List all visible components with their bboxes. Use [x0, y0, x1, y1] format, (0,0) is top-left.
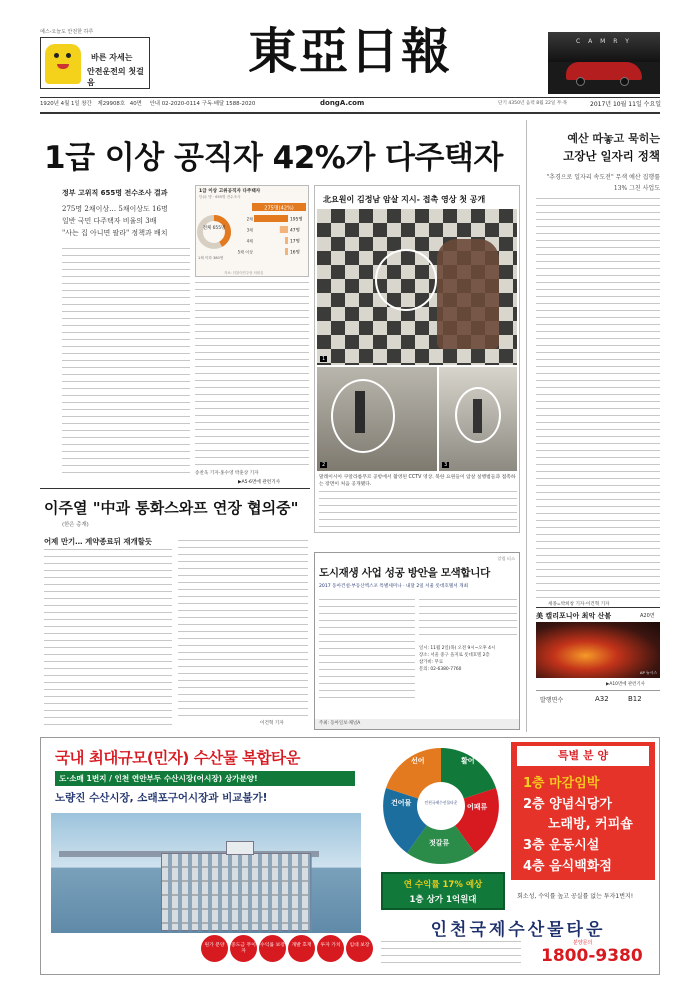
wheel-center-label: 인천국제수산물타운	[424, 800, 458, 805]
bar-2	[280, 226, 288, 233]
lead-body-col-2	[195, 282, 309, 468]
lead-chart-source: 자료: 더불어민주당 의원실	[224, 271, 264, 275]
right-body	[536, 198, 660, 598]
contact-info: 안내 02-2020-0114 구독·배달 1588-2020	[149, 101, 256, 107]
wheel-label-5: 젓갈류	[429, 839, 450, 847]
page-count: 40면	[129, 101, 142, 107]
ad-special-box	[511, 742, 655, 880]
lead-sub-2: 일반 국민 다주택자 비율의 3배	[62, 217, 157, 225]
masthead-rule-top	[40, 97, 660, 98]
north-photo-1[interactable]	[317, 209, 517, 365]
lead-chart-center: 전체 655명	[202, 226, 226, 231]
bar-category-2: 3채	[246, 227, 253, 233]
lead-kicker: 정부 고위직 655명 전수조사 결과	[62, 189, 168, 197]
top-ad-tag: 예스-오늘도 안전한 하루	[40, 29, 94, 35]
wheel-label-1: 선어	[411, 757, 425, 765]
ad-slogan: 회소성, 수익률 높고 공실률 없는 투자1번지!	[517, 893, 634, 900]
circulation-b: B12	[628, 695, 642, 703]
fire-rule	[536, 607, 660, 608]
badge-2: 중도금 무이자	[230, 935, 257, 962]
fire-related-link[interactable]: ▶A10면에 관련기사	[606, 682, 645, 687]
badge-3: 수익률 보장	[259, 935, 286, 962]
right-sub: "추경으로 일자리 속도전" 무색 예산 집행률 13% 그친 사업도	[546, 174, 660, 192]
lead-related-link[interactable]: ▶A5·6면에 관련기사	[238, 480, 281, 485]
issue-date: 2017년 10월 11일 수요일	[590, 101, 662, 108]
lead-body-col-1	[62, 248, 190, 478]
wheel-label-3: 건어물	[391, 799, 412, 807]
lead-chart-title: 1급 이상 고위공직자 다주택자	[199, 189, 261, 194]
fire-photo[interactable]	[536, 622, 660, 678]
special-title: 특별 분 양	[517, 746, 649, 766]
north-photo-caption: 말레이시아 쿠알라룸푸르 공항에서 촬영된 CCTV 영상. 북한 요원들이 암살 실행범들과 접촉하는 장면이 처음 공개됐다.	[319, 475, 516, 487]
wheel-label-4: 어패류	[467, 803, 488, 811]
right-column-divider	[526, 120, 527, 732]
lead-chart-svg	[196, 186, 310, 278]
photo-label-1: 1	[322, 356, 326, 362]
lead-sub-1: 275명 2채이상… 5채이상도 16명	[62, 205, 168, 213]
bar-value-1: 195명	[290, 217, 303, 223]
bar-3	[285, 237, 288, 244]
second-byline: 이건혁 기자	[260, 721, 284, 726]
ad-phone[interactable]: 1800-9380	[541, 946, 643, 966]
notice-tag: 알림 티스	[497, 556, 515, 561]
notice-box[interactable]	[314, 552, 520, 730]
building-icon	[161, 853, 311, 931]
floor-5: 4층 음식백화점	[523, 859, 612, 874]
yield-line1: 연 수익률 17% 예상	[403, 880, 483, 890]
second-byline-note: (한은 총재)	[62, 522, 89, 528]
bar-category-1: 2채	[246, 216, 253, 222]
fire-page: A20면	[640, 613, 655, 619]
ad-line3: 노량진 수산시장, 소래포구어시장과 비교불가!	[55, 792, 268, 804]
floor-2: 2층 양념식당가	[523, 797, 612, 812]
wheel-label-2: 활어	[461, 757, 475, 765]
badge-1: 원가 분양	[201, 935, 228, 962]
lead-subheads	[62, 203, 192, 239]
ad-building-image	[51, 813, 361, 933]
left-ad-line1: 바른 자세는	[91, 53, 133, 62]
fire-title[interactable]: 美 캘리포니아 최악 산불	[536, 612, 612, 620]
masthead-rule-bottom	[40, 112, 660, 114]
badge-4: 개발 호재	[288, 935, 315, 962]
issue-number: 제29908호	[97, 101, 126, 107]
right-byline: 세종=박희창 기자·이건혁 기자	[548, 602, 610, 607]
left-ad-line2: 안전운전의 첫걸음	[87, 67, 144, 87]
circulation-label: 발행면수	[540, 697, 564, 704]
north-photo-3[interactable]	[439, 367, 517, 471]
circulation-a: A32	[595, 695, 609, 703]
lead-chart-remain: 1채 이하 380명	[198, 256, 224, 260]
bar-category-3: 4채	[246, 238, 253, 244]
photo-label-2: 2	[322, 462, 326, 468]
ad-yield-box	[381, 872, 505, 910]
notice-details	[419, 645, 517, 673]
notice-detail-1: 일시: 11월 2일(목) 오전 9시~오후 4시	[419, 646, 496, 651]
lead-byline: 송찬욱 기자·홍수영 박훈상 기자	[195, 471, 259, 476]
second-headline[interactable]: 이주열 "中과 통화스와프 연장 협의중"	[44, 499, 299, 517]
mascot-icon	[45, 44, 81, 84]
right-masthead-ad[interactable]: C A M R Y	[548, 32, 660, 94]
north-story-title[interactable]: 北요원이 김정남 암살 지시- 접촉 영상 첫 공개	[323, 194, 486, 204]
north-story-box	[314, 185, 520, 533]
lunar-date: 단기 4350년 음력 8월 22일 무·목	[498, 101, 568, 106]
website-link[interactable]: dongA.com	[320, 99, 365, 107]
badge-6: 임대 보장	[346, 935, 373, 962]
founded-date: 1920년 4월 1일 창간	[40, 101, 92, 107]
left-masthead-ad[interactable]	[40, 37, 150, 89]
second-story-rule	[40, 488, 310, 489]
photo-label-3: 3	[444, 462, 448, 468]
notice-footer: 주최: 동아일보·채널A	[315, 719, 519, 729]
lead-sub-3: "사는 집 아니면 팔라" 정책과 배치	[62, 229, 168, 237]
bar-value-2: 47명	[290, 228, 300, 234]
circulation-rule	[536, 690, 660, 691]
notice-title: 도시재생 사업 성공 방안을 모색합니다	[319, 567, 490, 579]
notice-detail-3: 참가비: 무료	[419, 660, 444, 665]
newspaper-logo[interactable]: 東亞日報	[247, 22, 452, 80]
ad-line2: 도·소매 1번지 / 인천 연안부두 수산시장(어시장) 상가분양!	[55, 771, 355, 786]
ad-phone-label: 분양문의	[573, 940, 593, 946]
second-body-col-1	[44, 549, 172, 727]
fire-photo-credit: AP 뉴시스	[639, 670, 657, 675]
floor-1: 1층 마감임박	[523, 776, 600, 791]
notice-detail-2: 장소: 서울 중구 을지로 롯데호텔 2층	[419, 653, 490, 658]
second-lead-line: 어제 만기… 계약종료뒤 재개할듯	[44, 537, 152, 546]
notice-detail-4: 문의: 02-6380-7760	[419, 667, 462, 672]
lead-chart-note: 단위: 명 · 655명 전수조사	[199, 195, 241, 199]
multi-home-total-label: 275명(42%)	[264, 205, 294, 212]
bar-value-4: 16명	[290, 250, 300, 256]
floor-3: 노래방, 커피숍	[548, 817, 633, 832]
bottom-ad[interactable]	[40, 737, 660, 975]
badge-5: 투자 가치	[317, 935, 344, 962]
notice-subtitle: 2017 동아건설·부동산엑스포 특별세미나 · 내달 2일 서울 롯데호텔서 개최	[319, 584, 469, 589]
lead-chart	[195, 185, 309, 277]
bar-4	[285, 248, 288, 255]
bar-1	[254, 215, 288, 222]
bar-category-4: 5채 이상	[237, 249, 253, 255]
right-kicker: 예산 따놓고 묵히는	[567, 132, 660, 145]
ad-brand: 인천국제수산물타운	[430, 920, 606, 940]
second-body-col-2	[178, 540, 308, 718]
yield-line2: 1층 상가 1억원대	[409, 895, 477, 905]
bar-value-3: 17명	[290, 239, 300, 245]
north-photo-2[interactable]	[317, 367, 437, 471]
ad-badges	[201, 935, 381, 969]
ad-headline: 국내 최대규모(민자) 수산물 복합타운	[55, 749, 300, 767]
right-headline[interactable]: 고장난 일자리 정책	[563, 149, 660, 163]
floor-4: 3층 운동시설	[523, 838, 600, 853]
lead-headline[interactable]: 1급 이상 공직자 42%가 다주택자	[44, 140, 503, 176]
